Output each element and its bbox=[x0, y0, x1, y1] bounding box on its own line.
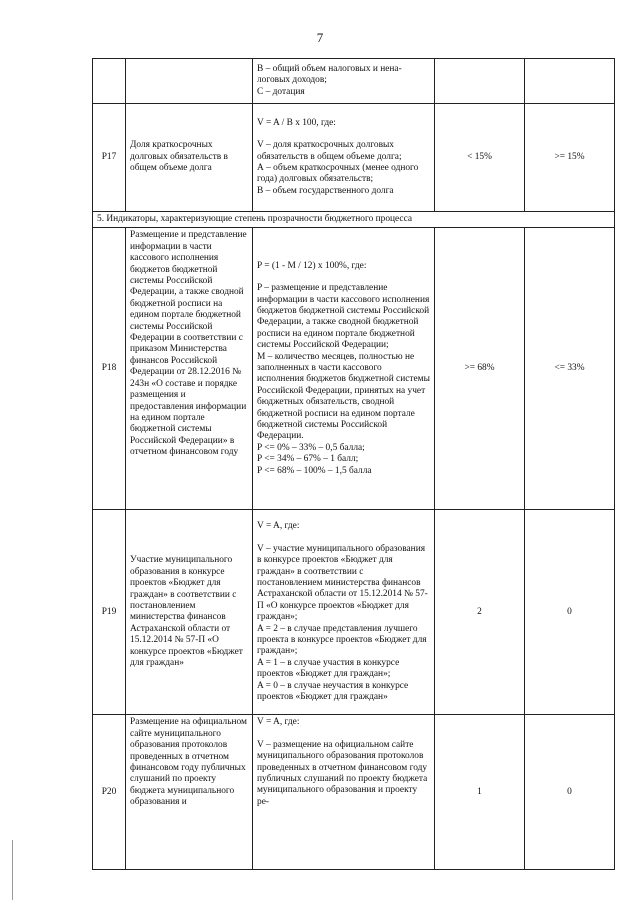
formula-line: P <= 68% – 100% – 1,5 балла bbox=[257, 465, 372, 476]
table-row bbox=[93, 510, 615, 715]
formula-line: M – количество месяцев, полностью не заполненных в части кассового исполнения бюджетов бюджетной системы Российской Федерации, принятых на учет бюджетных обязательств, сводной бюджетной росписи на едином портале бюджетной системы Российской Федерации. bbox=[257, 351, 430, 442]
formula-line: V = A, где: bbox=[257, 521, 300, 532]
formula-line: V = A / B x 100, где: bbox=[257, 117, 336, 128]
threshold-bad: 0 bbox=[525, 715, 615, 870]
indicator-name: Доля краткосрочных долговых обязательств в общем объеме долга bbox=[126, 104, 253, 212]
indicator-formula bbox=[253, 59, 435, 104]
formula-line: V – размещение на официальном сайте муниципального образования протоколов проведенных в отчетном финансовом году публичных слушаний по проекту бюджета муниципального образования и проекту ре- bbox=[257, 739, 428, 807]
formula-line: А – объем краткосрочных (менее одного года) долговых обязательств; bbox=[257, 163, 419, 185]
formula-line: P = (1 - M / 12) x 100%, где: bbox=[257, 260, 367, 271]
indicator-code: Р18 bbox=[93, 228, 126, 510]
indicator-name bbox=[126, 59, 253, 104]
formula-line: B – общий объем налоговых и нена- bbox=[257, 63, 402, 74]
threshold-good: >= 68% bbox=[435, 228, 525, 510]
indicator-code bbox=[93, 59, 126, 104]
indicators-table bbox=[92, 58, 615, 870]
threshold-good: 1 bbox=[435, 715, 525, 870]
threshold-good: < 15% bbox=[435, 104, 525, 212]
table-row bbox=[93, 59, 615, 104]
threshold-bad: >= 15% bbox=[525, 104, 615, 212]
formula-line: B – объем государственного долга bbox=[257, 185, 394, 196]
table-row bbox=[93, 715, 615, 870]
table-row bbox=[93, 104, 615, 212]
formula-line: P <= 0% – 33% – 0,5 балла; bbox=[257, 442, 365, 453]
formula-line: A = 0 – в случае неучастия в конкурсе проектов «Бюджет для граждан» bbox=[257, 680, 409, 703]
indicator-code: Р17 bbox=[93, 104, 126, 212]
formula-line: V = A, где: bbox=[257, 717, 300, 728]
indicator-formula bbox=[253, 228, 435, 510]
formula-line: C – дотация bbox=[257, 86, 305, 97]
indicator-formula bbox=[253, 510, 435, 715]
threshold-good bbox=[435, 59, 525, 104]
indicator-name: Размещение и представление информации в части кассового исполнения бюджетов бюджетной системы Российской Федерации, а также сводной бюджетной росписи на едином портале бюджетной системы Российской Федерации в соответствии с приказом Министерства финансов Российской Федерации от 28.12.2016 № 243н «О составе и порядке размещения и предоставления информации на едином портале бюджетной системы Российской Федерации» в отчетном финансовом году bbox=[126, 228, 253, 510]
indicator-formula bbox=[253, 104, 435, 212]
indicator-code: Р20 bbox=[93, 715, 126, 870]
threshold-bad: 0 bbox=[525, 510, 615, 715]
scan-margin-mark bbox=[12, 840, 13, 900]
formula-line: V – доля краткосрочных долговых обязательств в общем объеме долга; bbox=[257, 140, 402, 162]
threshold-bad: <= 33% bbox=[525, 228, 615, 510]
formula-line: A = 2 – в случае представления лучшего проекта в конкурсе проектов «Бюджет для граждан»; bbox=[257, 623, 427, 657]
section-header-row bbox=[93, 212, 615, 228]
formula-line: P <= 34% – 67% – 1 балл; bbox=[257, 454, 359, 465]
formula-line: A = 1 – в случае участия в конкурсе проектов «Бюджет для граждан»; bbox=[257, 657, 400, 680]
table-row bbox=[93, 228, 615, 510]
indicator-name: Размещение на официальном сайте муниципального образования протоколов проведенных в отчетном финансовом году публичных слушаний по проекту бюджета муниципального образования и bbox=[126, 715, 253, 870]
indicator-name: Участие муниципального образования в конкурсе проектов «Бюджет для граждан» в соответствии с постановлением министерства финансов Астраханской области от 15.12.2014 № 57-П «О конкурсе проектов «Бюджет для граждан» bbox=[126, 510, 253, 715]
formula-line: P – размещение и представление информации в части кассового исполнения бюджетов бюджетной системы Российской Федерации, а также сводной бюджетной росписи на едином портале бюджетной системы Российской Федерации; bbox=[257, 283, 430, 351]
page-number: 7 bbox=[316, 30, 324, 45]
indicator-formula bbox=[253, 715, 435, 870]
threshold-bad bbox=[525, 59, 615, 104]
formula-line: логовых доходов; bbox=[257, 75, 327, 86]
indicator-code: Р19 bbox=[93, 510, 126, 715]
section-header: 5. Индикаторы, характеризующие степень прозрачности бюджетного процесса bbox=[93, 212, 615, 228]
threshold-good: 2 bbox=[435, 510, 525, 715]
formula-line: V – участие муниципального образования в конкурсе проектов «Бюджет для граждан» в соответствии с постановлением министерства финансов Астраханской области от 15.12.2014 № 57-П «О конкурсе проектов «Бюджет для граждан»; bbox=[257, 543, 428, 623]
